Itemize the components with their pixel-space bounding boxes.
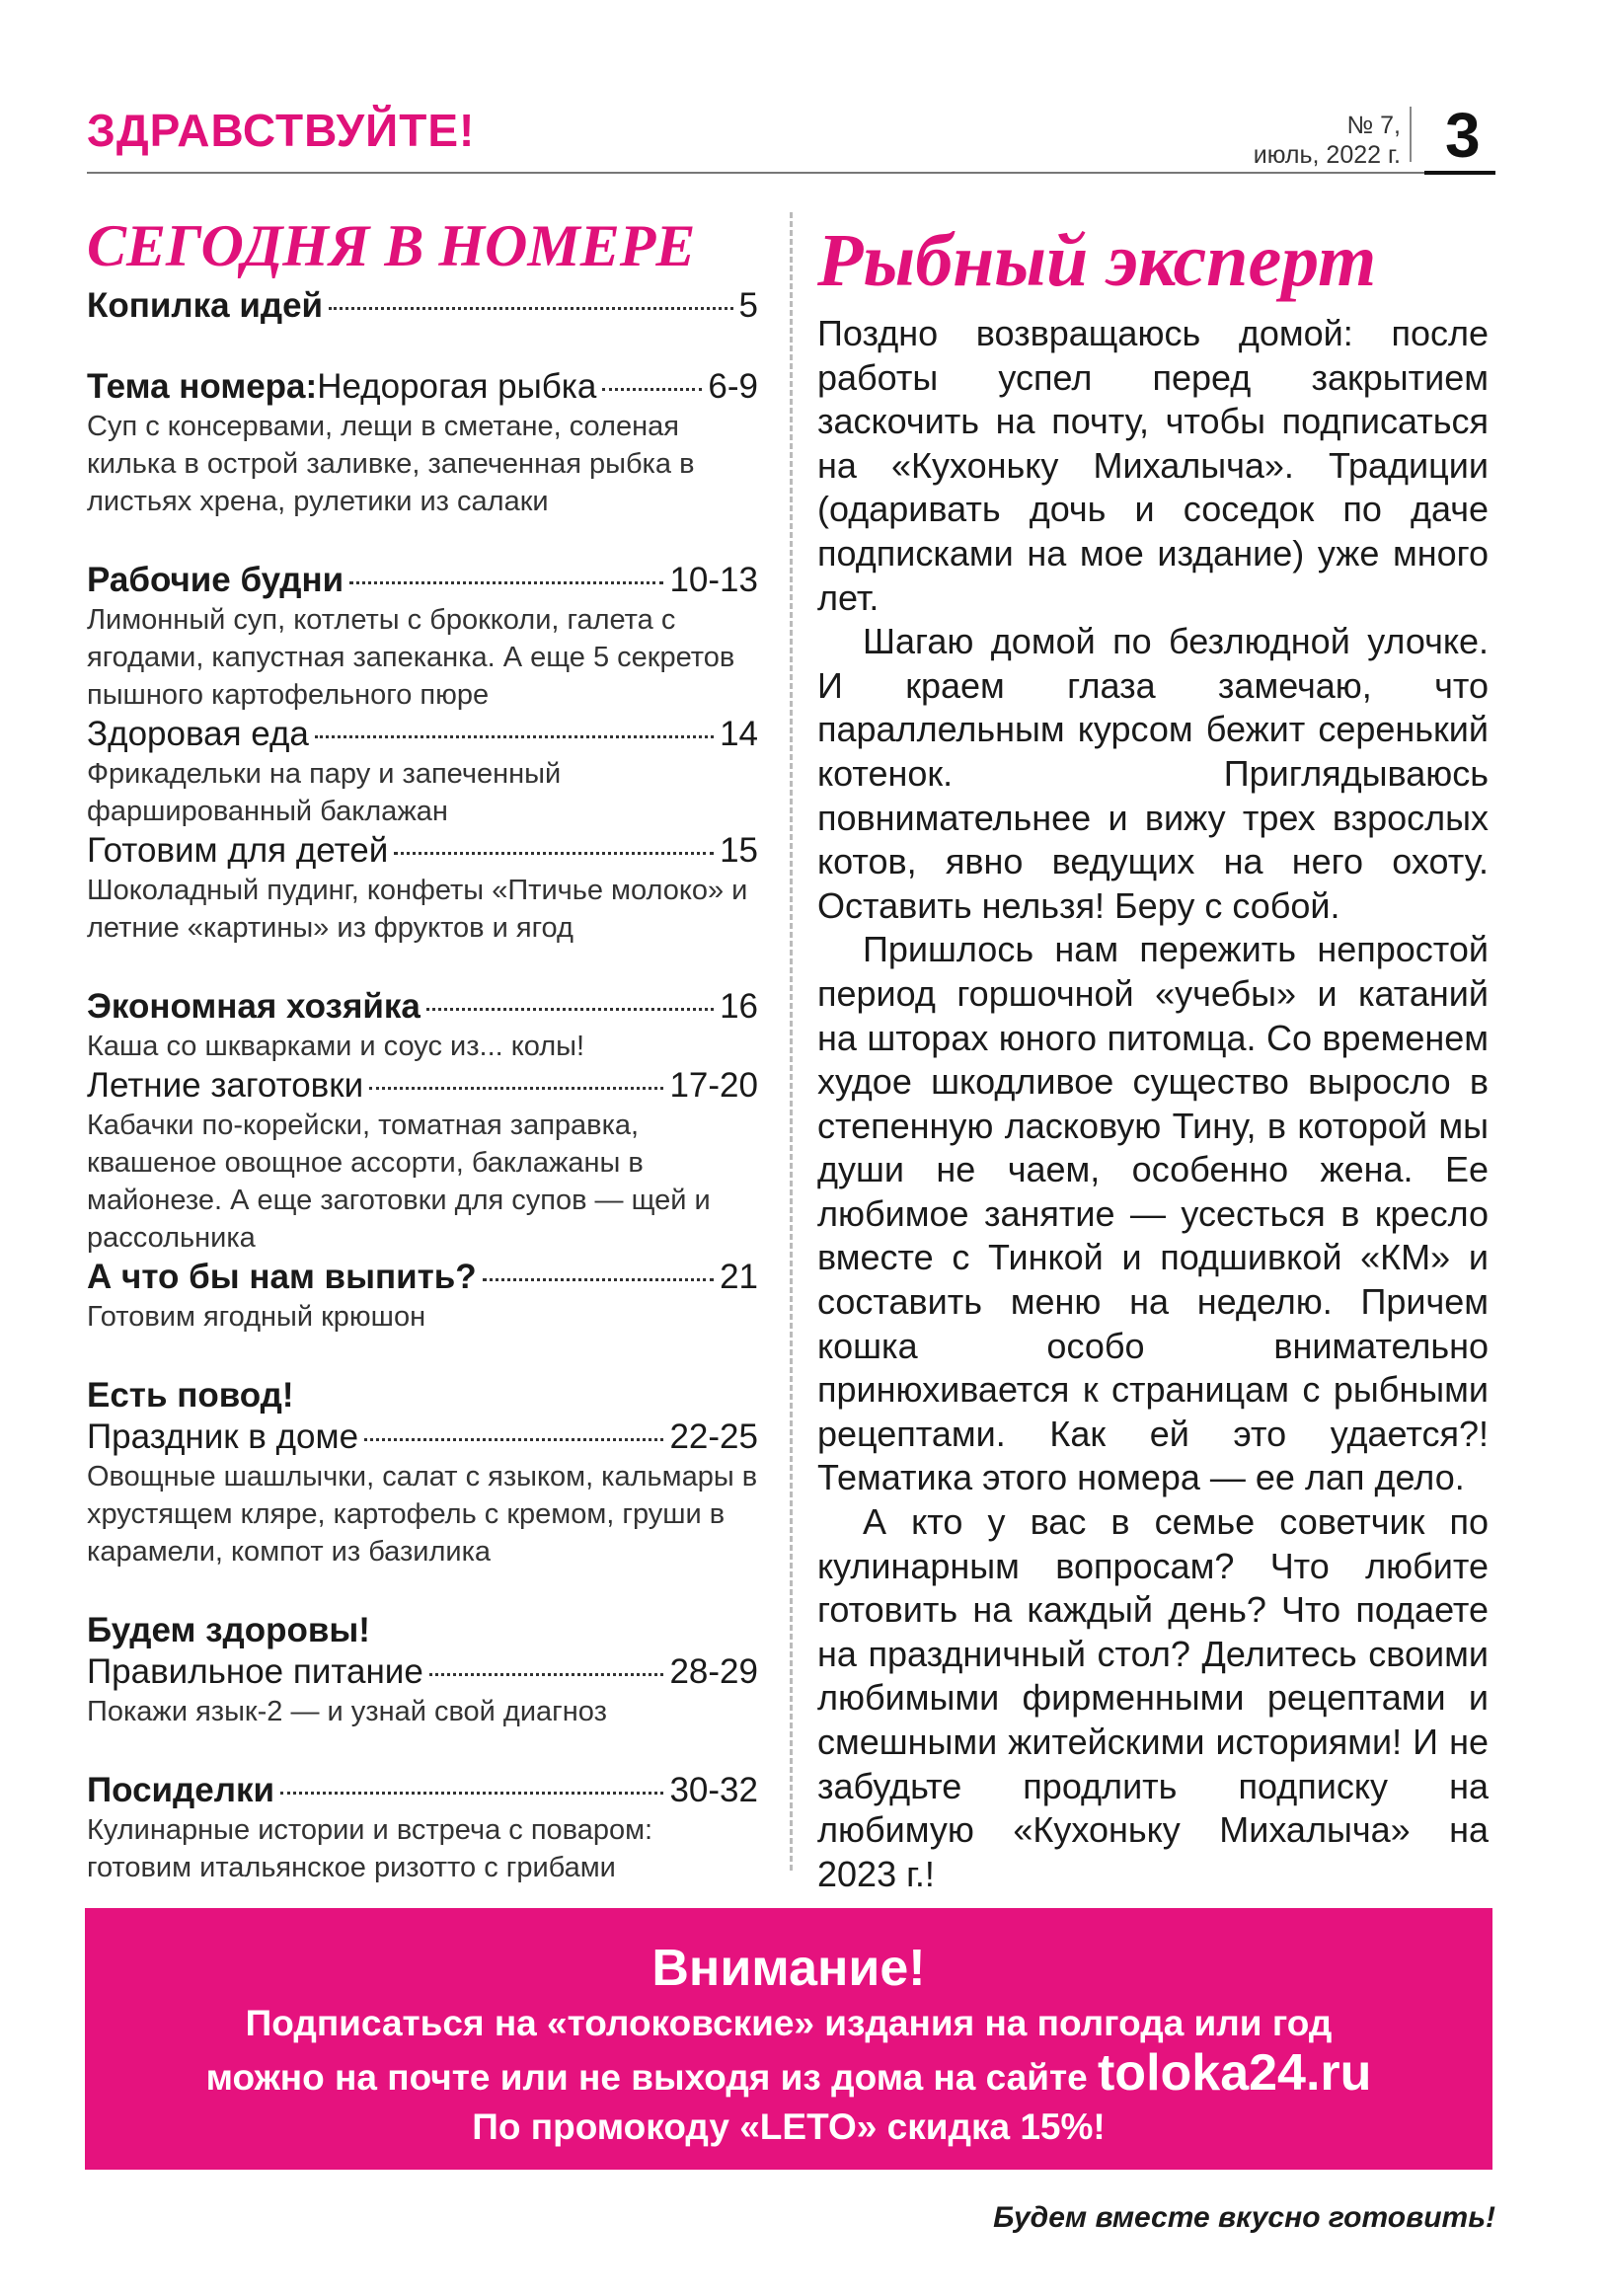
toc-entry-title: Посиделки [87, 1771, 275, 1809]
footer-slogan: Будем вместе вкусно готовить! [993, 2201, 1495, 2234]
article-paragraph: А кто у вас в семье советчик по кулинарным вопросам? Что любите готовить на каждый день? Что подаете на праздничный стол? Делитесь своими любимыми фирменными рецептами и смешными житейскими историями! И не забудьте продлить подписку на любимую «Кухоньку Михалыча» на 2023 г.! [817, 1501, 1489, 1894]
toc-dots [483, 1278, 714, 1281]
toc-dots [315, 735, 714, 738]
toc-entry-desc: Кулинарные истории и встреча с поваром: готовим итальянское ризотто с грибами [87, 1814, 653, 1883]
toc-entry-title: Тема номера: [87, 367, 318, 406]
toc-entry [87, 560, 758, 714]
issue-info [1144, 111, 1401, 170]
toc-entry-title: Рабочие будни [87, 561, 344, 599]
toc-dots [369, 1087, 663, 1090]
toc-entry-desc: Лимонный суп, котлеты с брокколи, галета с ягодами, капустная запеканка. А еще 5 секретов пышного картофельного пюре [87, 604, 735, 711]
toc-entry-page: 10-13 [669, 561, 758, 599]
toc-entry-subtitle: Недорогая рыбка [317, 367, 597, 406]
toc-dots [426, 1008, 714, 1011]
toc-entry [87, 1770, 758, 1886]
toc-entry-page: 17-20 [669, 1066, 758, 1105]
toc-entry-title: Копилка идей [87, 286, 324, 325]
toc-entry [87, 1257, 758, 1336]
header-rule [87, 172, 1431, 174]
toc-dots [349, 581, 663, 584]
toc-entry-title: Экономная хозяйка [87, 987, 421, 1026]
toc-heading: СЕГОДНЯ В НОМЕРЕ [87, 213, 696, 278]
toc-entry-desc: Суп с консервами, лещи в сметане, соленая килька в острой заливке, запеченная рыбка в листьях хрена, рулетики из салаки [87, 411, 695, 517]
editorial-article [817, 219, 1489, 1937]
toc-entry-page: 30-32 [669, 1771, 758, 1809]
toc-entry-page: 28-29 [669, 1652, 758, 1691]
toc-dots [429, 1673, 664, 1676]
toc-entry-page: 22-25 [669, 1417, 758, 1456]
toc-dots [602, 388, 702, 391]
toc-entry-subtitle: Правильное питание [87, 1652, 423, 1691]
banner-line-3: По промокоду «LETO» скидка 15%! [472, 2106, 1106, 2147]
issue-date: июль, 2022 г. [1253, 141, 1401, 169]
toc-dots [364, 1438, 663, 1441]
toc-entry-page: 5 [738, 286, 758, 325]
toc-entry-page: 21 [720, 1258, 758, 1296]
article-paragraph: Пришлось нам пережить непростой период горшочной «учебы» и катаний на шторах юного питомца. Со временем худое шкодливое существо выросло в степенную ласковую Тину, в которой мы души не чаем, особенно жена. Ее любимое занятие — усесться в кресло вместе с Тинкой и подшивкой «КМ» и составить меню на неделю. Причем кошка особо внимательно принюхивается к страницам с рыбными рецептами. Как ей это удается?! Тематика этого номера — ее лап дело. [817, 929, 1489, 1498]
article-paragraph: Шагаю домой по безлюдной улочке. И краем глаза замечаю, что параллельным курсом бежит серенький котенок. Приглядываюсь повнимательнее и вижу трех взрослых котов, явно ведущих на него охоту. Оставить нельзя! Беру с собой. [817, 621, 1489, 926]
toc-entry-subtitle: Готовим для детей [87, 831, 389, 870]
toc-entry-desc: Покажи язык-2 — и узнай свой диагноз [87, 1696, 607, 1727]
toc-entry [87, 366, 758, 520]
toc-entry-desc: Овощные шашлычки, салат с языком, кальмары в хрустящем кляре, картофель с кремом, груши в карамели, компот из базилика [87, 1461, 758, 1568]
header-separator [1410, 107, 1412, 162]
toc-entry [87, 1610, 758, 1730]
toc-entry-title: А что бы нам выпить? [87, 1258, 477, 1296]
toc-group-title: Есть повод! [87, 1376, 294, 1415]
toc-group-title: Будем здоровы! [87, 1611, 370, 1649]
banner-title: Внимание! [651, 1940, 926, 1997]
toc-dots [394, 852, 714, 855]
toc-entry [87, 285, 758, 327]
toc-entry-subtitle: Здоровая еда [87, 715, 309, 753]
toc-entry-page: 14 [720, 715, 758, 753]
toc-entry [87, 714, 758, 830]
toc-dots [280, 1792, 663, 1795]
header-rule-accent [1424, 171, 1495, 175]
toc-entry [87, 986, 758, 1065]
toc-entry-subtitle: Летние заготовки [87, 1066, 364, 1105]
article-paragraph: Поздно возвращаюсь домой: после работы успел перед закрытием заскочить на почту, чтобы подписаться на «Кухоньку Михалыча». Традиции (одаривать дочь и соседок по даче подписками на мое издание) уже много лет. [817, 313, 1489, 618]
banner-site-link[interactable]: toloka24.ru [1097, 2044, 1372, 2102]
issue-number: № 7, [1346, 112, 1401, 139]
article-title: Рыбный эксперт [817, 219, 1377, 302]
toc-entry-page: 6-9 [708, 367, 758, 406]
toc-entry-subtitle: Праздник в доме [87, 1417, 359, 1456]
page-number: 3 [1445, 100, 1481, 171]
toc-entry-desc: Готовим ягодный крюшон [87, 1301, 426, 1333]
banner-line-2-text: можно на почте или не выходя из дома на сайте [205, 2057, 1098, 2098]
toc-entry-desc: Каша со шкварками и соус из... колы! [87, 1031, 585, 1062]
toc-entry-desc: Фрикадельки на пару и запеченный фаршированный баклажан [87, 758, 562, 827]
section-title: ЗДРАВСТВУЙТЕ! [87, 105, 476, 156]
toc-entry [87, 1065, 758, 1257]
table-of-contents [87, 212, 758, 1886]
toc-entry [87, 1375, 758, 1570]
subscription-banner [85, 1908, 1492, 2170]
toc-entry-desc: Шоколадный пудинг, конфеты «Птичье молоко» и летние «картины» из фруктов и ягод [87, 875, 748, 944]
toc-entry-page: 16 [720, 987, 758, 1026]
toc-entry [87, 830, 758, 947]
toc-dots [329, 307, 732, 310]
column-divider [790, 212, 793, 1871]
toc-entry-page: 15 [720, 831, 758, 870]
banner-line-2 [85, 2044, 1492, 2103]
banner-line-1: Подписаться на «толоковские» издания на полгода или год [245, 2003, 1333, 2043]
toc-entry-desc: Кабачки по-корейски, томатная заправка, квашеное овощное ассорти, баклажаны в майонезе. А еще заготовки для супов — щей и рассольника [87, 1110, 711, 1254]
